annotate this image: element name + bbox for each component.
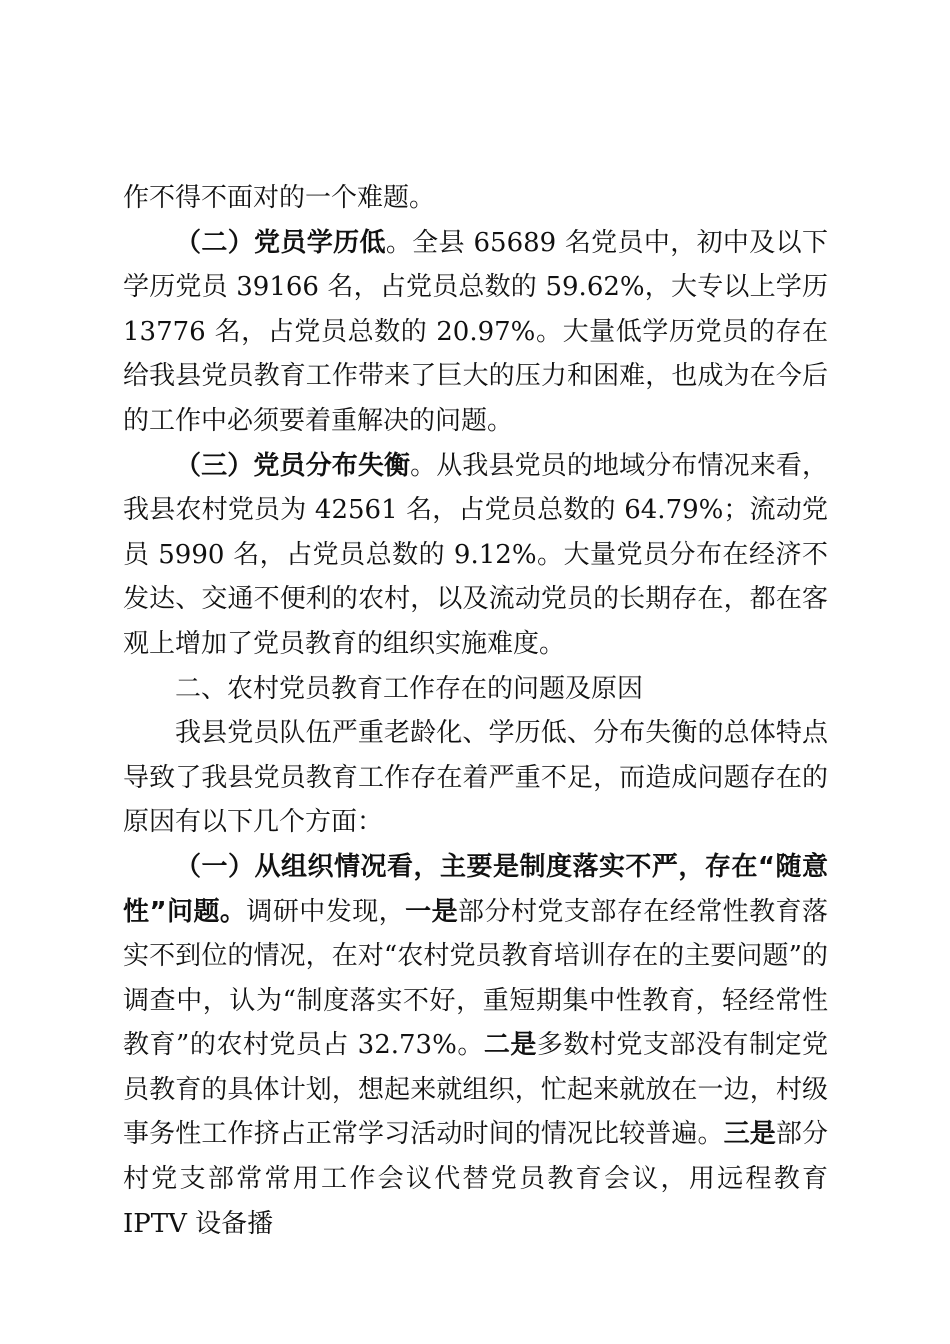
paragraph-text: 部分村党支部存在经常性教育落实不到位的情况，在对“农村党员教育培训存在的主要问题”的调查中，认为“制度落实不好，重短期集中性教育，轻经常性教育”的农村党员占 32.73%。 xyxy=(123,896,828,1061)
paragraph-text: 。全县 65689 名党员中，初中及以下学历党员 39166 名，占党员总数的 59.62%，大专以上学历 13776 名，占党员总数的 20.97%。大量低学历党员的存在给我县党员教育工作带来了巨大的压力和困难，也成为在今后的工作中必须要着重解决的问题。 xyxy=(123,227,828,436)
paragraph-text: 部分村党支部常常用工作会议代替党员教育会议，用远程教育 IPTV 设备播 xyxy=(123,1119,828,1239)
section-heading-text: 二、农村党员教育工作存在的问题及原因 xyxy=(175,673,644,704)
paragraph-text: 作不得不面对的一个难题。 xyxy=(123,183,436,213)
paragraph-organization xyxy=(123,845,828,1246)
paragraph-distribution xyxy=(123,444,828,667)
point-label-two: 二是 xyxy=(483,1030,537,1061)
paragraph-heading: （二）党员学历低 xyxy=(175,227,386,258)
paragraph-text: 调研中发现， xyxy=(246,896,406,927)
paragraph-text: 我县党员队伍严重老龄化、学历低、分布失衡的总体特点导致了我县党员教育工作存在着严重不足，而造成问题存在的原因有以下几个方面： xyxy=(123,718,828,838)
paragraph-heading: （一）从组织情况看，主要是制度落实不严，存在“随意性”问题。 xyxy=(123,851,828,927)
point-label-three: 三是 xyxy=(723,1119,776,1150)
section-heading xyxy=(123,667,828,712)
paragraph-intro xyxy=(123,711,828,845)
paragraph-continuation xyxy=(123,176,828,221)
document-body xyxy=(123,176,828,1246)
paragraph-heading: （三）党员分布失衡 xyxy=(175,450,411,481)
point-label-one: 一是 xyxy=(405,896,459,927)
paragraph-text: 多数村党支部没有制定党员教育的具体计划，想起来就组织，忙起来就放在一边，村级事务性工作挤占正常学习活动时间的情况比较普遍。 xyxy=(123,1030,828,1150)
paragraph-text: 。从我县党员的地域分布情况来看，我县农村党员为 42561 名，占党员总数的 64.79%；流动党员 5990 名，占党员总数的 9.12%。大量党员分布在经济不发达、交通不便利的农村，以及流动党员的长期存在，都在客观上增加了党员教育的组织实施难度。 xyxy=(123,450,828,659)
paragraph-education-level xyxy=(123,221,828,444)
